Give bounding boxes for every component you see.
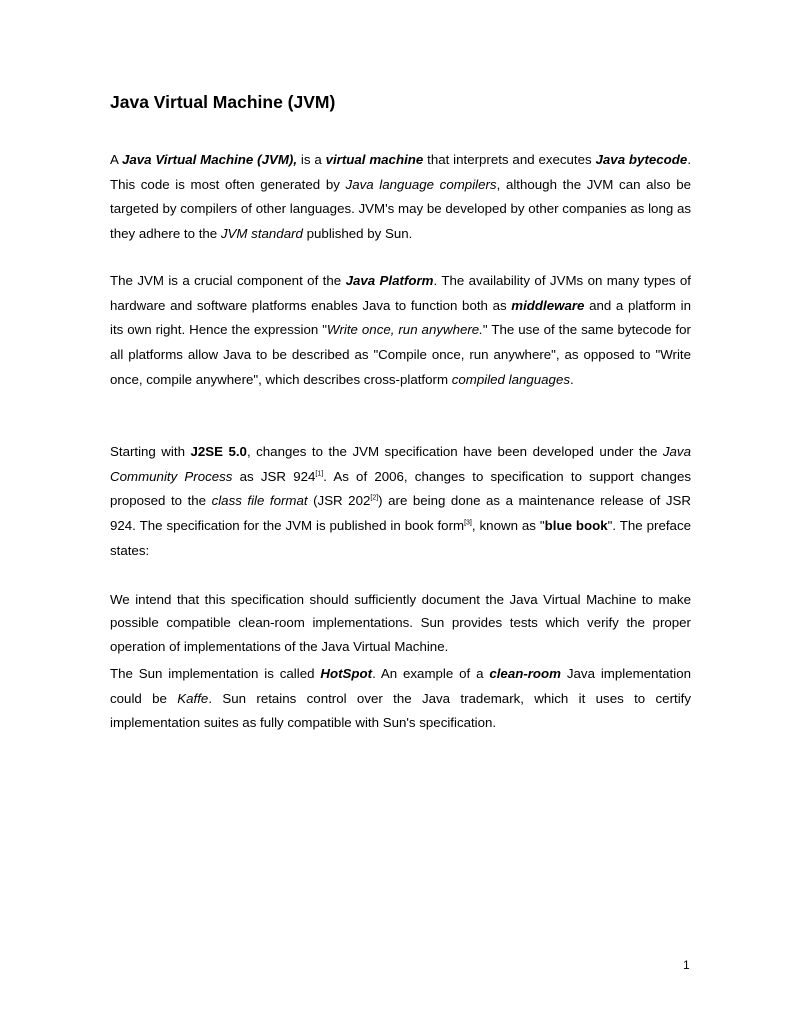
text-run: A [110, 152, 122, 167]
term-middleware: middleware [511, 297, 585, 313]
text-run: Java implementation could be [110, 666, 691, 706]
term-kaffe: Kaffe [177, 690, 209, 706]
term-clean-room: clean-room [489, 666, 562, 681]
text-run: The JVM is a crucial component of the [110, 273, 346, 288]
term-j2se: J2SE 5.0 [190, 444, 247, 459]
document-title: Java Virtual Machine (JVM) [110, 92, 336, 112]
text-run: , changes to the JVM specification have been developed under the [246, 444, 663, 459]
text-run: published by Sun. [302, 226, 413, 242]
term-jvm-standard: JVM standard [220, 226, 303, 242]
term-java-bytecode: Java bytecode [595, 152, 688, 167]
paragraph-java-platform [110, 269, 691, 393]
term-write-once-run-anywhere: Write once, run anywhere. [326, 322, 483, 338]
term-hotspot: HotSpot [320, 666, 373, 681]
page-number: 1 [683, 958, 690, 972]
text-run: Starting with [110, 444, 191, 459]
text-run: . As of 2006, changes to specification to support changes proposed to the [110, 468, 691, 509]
text-run: . This code is most often generated by [110, 152, 692, 192]
text-run: ) are being done as a maintenance release of JSR 924. The specification for the JVM is published in book form [110, 493, 691, 534]
paragraph-jvm-definition [110, 148, 691, 247]
text-run: " The use of the same bytecode for all platforms allow Java to be described as "Compile once, run anywhere", as opposed to "Write once, compile anywhere", which describes cross-platform [110, 322, 691, 387]
text-run: , known as " [471, 518, 545, 534]
text-run: is a [297, 152, 326, 167]
text-run: . An example of a [372, 666, 490, 681]
paragraph-jvm-specification [110, 440, 691, 564]
text-run: The Sun implementation is called [110, 666, 321, 681]
term-java-platform: Java Platform [345, 273, 434, 288]
term-compiled-languages: compiled languages [451, 371, 570, 387]
text-run: , although the JVM can also be targeted by compilers of other languages. JVM's may be developed by other companies as long as they adhere to the [110, 176, 691, 242]
term-java-language-compilers: Java language compilers [345, 176, 497, 192]
text-run: and a platform in its own right. Hence the expression " [110, 297, 691, 338]
text-run: that interprets and executes [423, 152, 596, 167]
text-run: . Sun retains control over the Java trademark, which it uses to certify implementation suites as fully compatible with Sun's specification. [110, 690, 691, 731]
text-run: as JSR 924 [232, 468, 316, 484]
paragraph-implementations [110, 662, 691, 736]
term-java-community-process: Java Community Process [110, 444, 691, 484]
term-jvm: Java Virtual Machine (JVM), [121, 152, 298, 167]
footnote-ref-2[interactable]: [2] [370, 494, 379, 502]
text-run: ". The preface states: [110, 518, 692, 558]
footnote-ref-3[interactable]: [3] [464, 519, 472, 527]
text-run: (JSR 202 [307, 493, 371, 509]
term-blue-book: blue book [544, 518, 608, 534]
text-run: . [570, 371, 574, 387]
paragraph-preface-quote: We intend that this specification should sufficiently document the Java Virtual Machine to make possible compatible clean-room implementations. Sun provides tests which verify the proper operation of implementations of the Java Virtual Machine. [110, 592, 691, 654]
footnote-ref-1[interactable]: [1] [315, 470, 324, 478]
text-run: . The availability of JVMs on many types of hardware and software platforms enables Java to function both as [110, 273, 691, 313]
term-virtual-machine: virtual machine [325, 152, 424, 167]
term-class-file-format: class file format [211, 493, 308, 509]
